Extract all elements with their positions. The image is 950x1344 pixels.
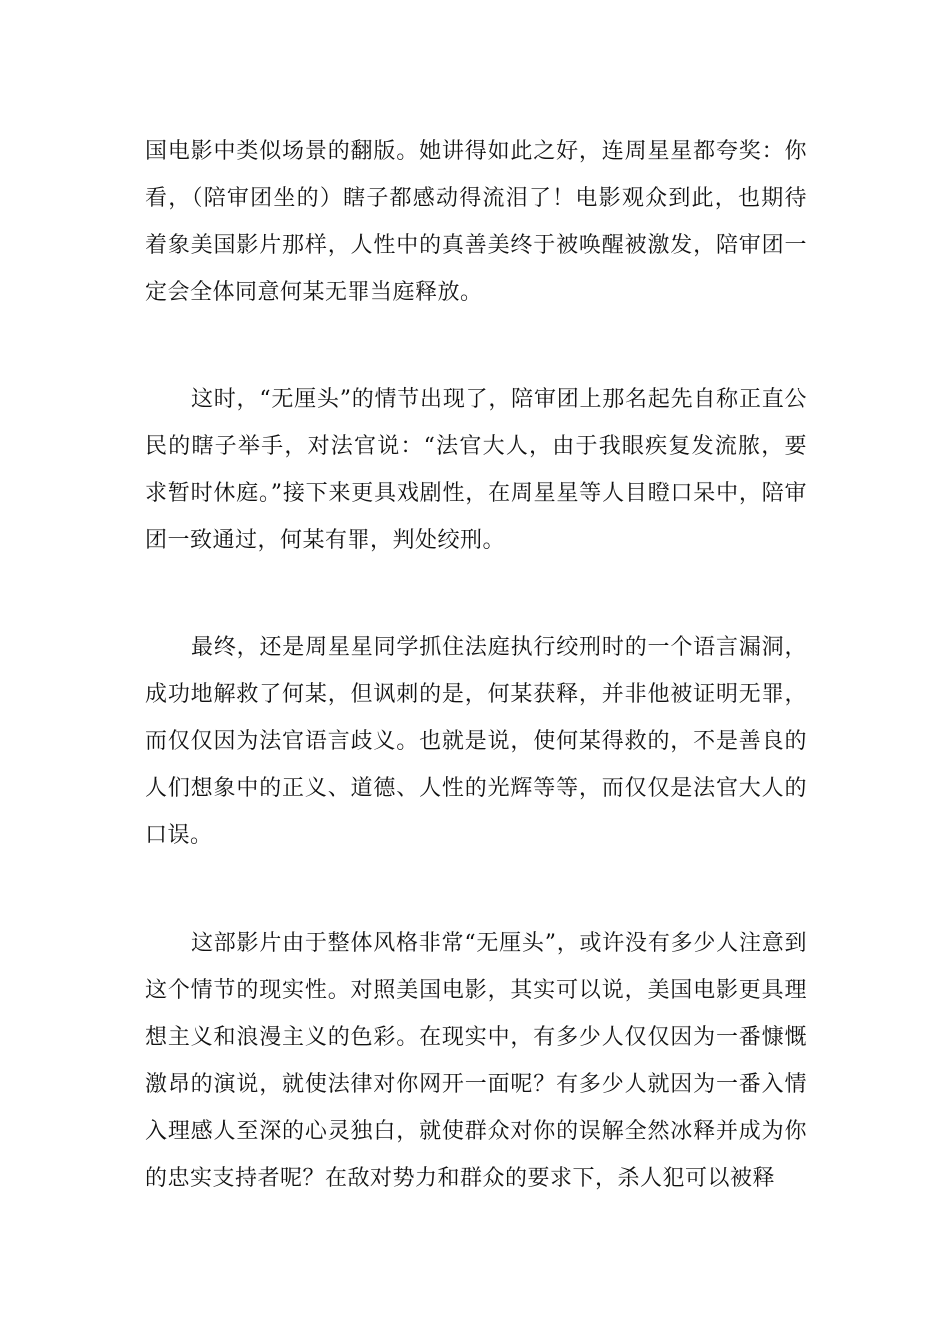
paragraph-4: 这部影片由于整体风格非常“无厘头”，或许没有多少人注意到这个情节的现实性。对照美国电影，其实可以说，美国电影更具理想主义和浪漫主义的色彩。在现实中，有多少人仅仅因为一番慷慨激昂的演说，就使法律对你网开一面呢？有多少人就因为一番入情入理感人至深的心灵独白，就使群众对你的误解全然冰释并成为你的忠实支持者呢？在敌对势力和群众的要求下，杀人犯可以被释 — [145, 931, 807, 1191]
paragraph-3: 最终，还是周星星同学抓住法庭执行绞刑时的一个语言漏洞，成功地解救了何某，但讽刺的是，何某获释，并非他被证明无罪，而仅仅因为法官语言歧义。也就是说，使何某得救的，不是善良的人们想象中的正义、道德、人性的光辉等等，而仅仅是法官大人的口误。 — [145, 635, 807, 848]
paragraph-2: 这时，“无厘头”的情节出现了，陪审团上那名起先自称正直公民的瞎子举手，对法官说：“法官大人，由于我眼疾复发流脓，要求暂时休庭。”接下来更具戏剧性，在周星星等人目瞪口呆中，陪审团一致通过，何某有罪，判处绞刑。 — [145, 387, 807, 553]
paragraph-1: 国电影中类似场景的翻版。她讲得如此之好，连周星星都夸奖：你看，（陪审团坐的）瞎子都感动得流泪了！电影观众到此，也期待着象美国影片那样，人性中的真善美终于被唤醒被激发，陪审团一定会全体同意何某无罪当庭释放。 — [145, 139, 807, 305]
